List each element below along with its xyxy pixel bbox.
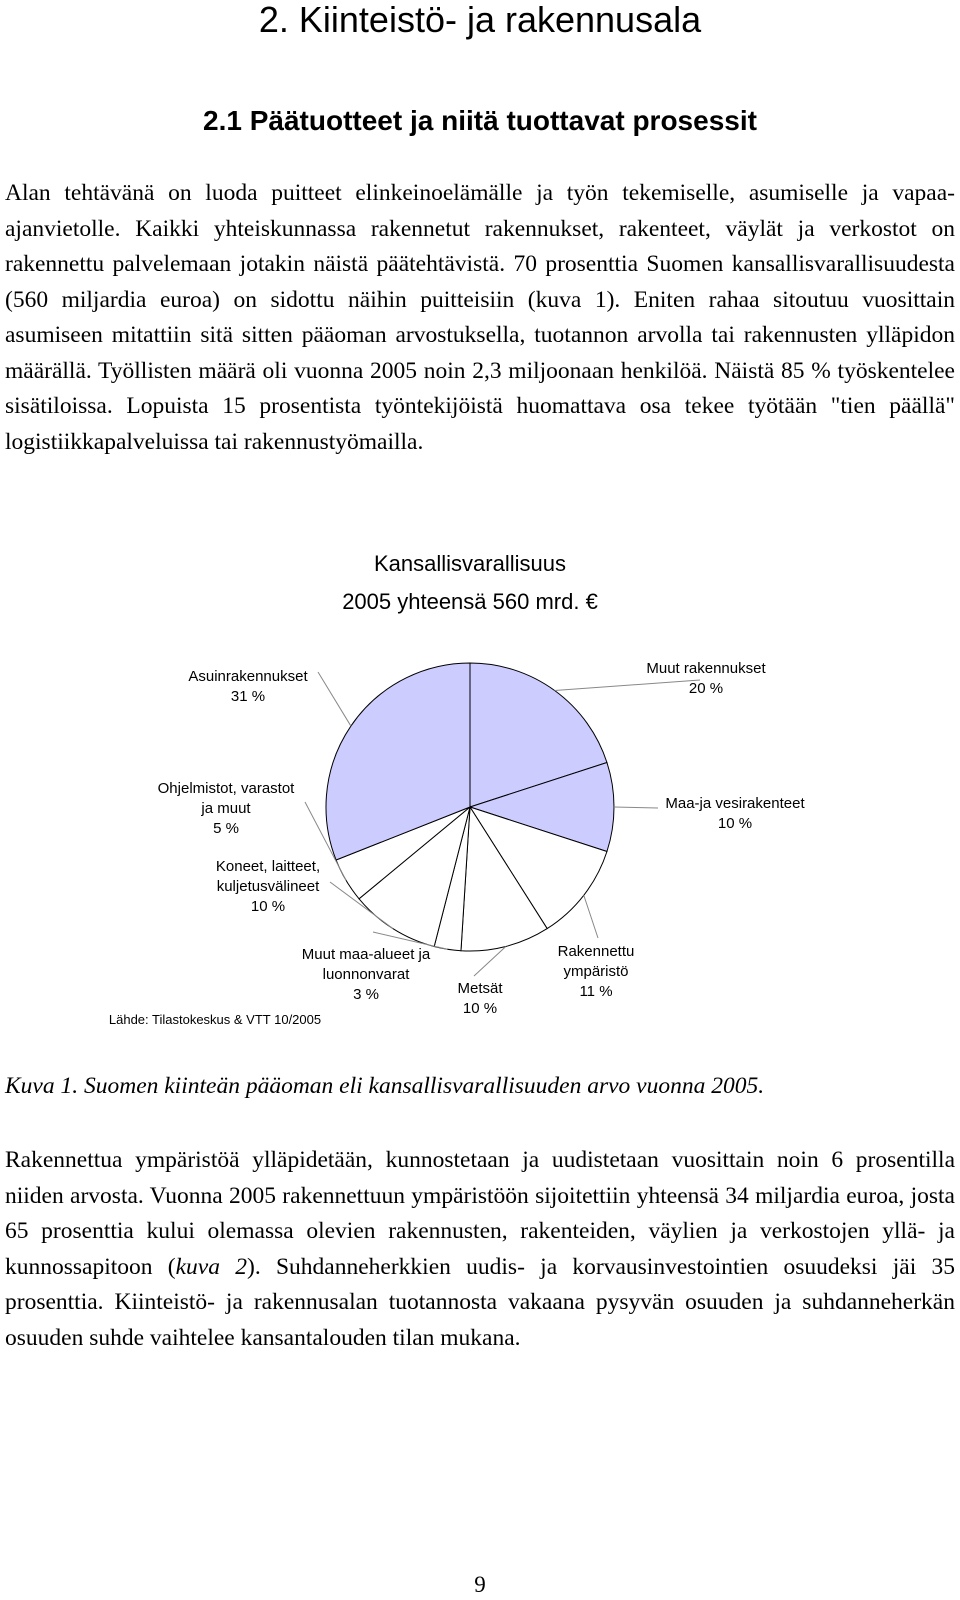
paragraph-text-part2: ). Suhdanneherkkien uudis- ja korvausinvestointien osuudeksi jäi 35 prosenttia. Kiinteistö- ja rakennusalan tuotannosta vakaana pysyvän osuuden ja suhdanneherkän osuuden suhde vaihtelee kansantalouden tilan mukana. <box>5 1253 955 1351</box>
figure-caption: Kuva 1. Suomen kiinteän pääoman eli kansallisvarallisuuden arvo vuonna 2005. <box>5 1073 765 1099</box>
slice-value-label: 31 % <box>230 688 266 705</box>
chart-title <box>342 551 598 614</box>
slice-label: luonnonvarat <box>322 966 410 983</box>
slice-label: Muut rakennukset <box>646 660 766 677</box>
slice-value-label: 20 % <box>688 680 724 697</box>
leader-line <box>318 672 351 726</box>
page-number: 9 <box>474 1572 486 1597</box>
figure-reference: kuva 2 <box>175 1253 248 1280</box>
slice-value-label: 10 % <box>250 898 286 915</box>
slice-label: kuljetusvälineet <box>216 878 320 895</box>
slice-label: Metsät <box>457 980 503 997</box>
intro-paragraph: Alan tehtävänä on luoda puitteet elinkeinoelämälle ja työn tekemiselle, asumiselle ja vapaa-ajanvietolle. Kaikki yhteiskunnassa rakennetut rakennukset, rakenteet, väylät ja verkostot on rakennettu palvelemaan jotakin näistä päätehtävistä. 70 prosenttia Suomen kansallisvarallisuudesta (560 miljardia euroa) on sidottu näihin puitteisiin (kuva 1). Eniten rahaa sitoutuu vuosittain asumiseen mitattiin sitä sitten pääoman arvostuksella, tuotannon arvolla tai rakennusten ylläpidon määrällä. Työllisten määrä oli vuonna 2005 noin 2,3 miljoonaan henkilöä. Näistä 85 % työskentelee sisätiloissa. Lopuista 15 prosentista työntekijöistä huomattava osa tekee työtään "tien päällä" logistiikkapalveluissa tai rakennustyömailla. <box>5 180 955 455</box>
slice-label: Asuinrakennukset <box>188 668 308 685</box>
chapter-heading: 2. Kiinteistö- ja rakennusala <box>258 0 702 40</box>
slice-value-label: 5 % <box>213 820 239 837</box>
slice-label: ja muut <box>201 800 251 817</box>
pie-slices <box>326 663 614 951</box>
section-heading: 2.1 Päätuotteet ja niitä tuottavat prosessit <box>203 105 757 136</box>
slice-label: Ohjelmistot, varastot <box>157 780 295 797</box>
pie-chart <box>0 540 960 1040</box>
slice-value-label: 10 % <box>717 815 753 832</box>
slice-label: Koneet, laitteet, <box>215 858 321 875</box>
slice-label: Rakennettu <box>557 943 635 960</box>
chart-title-line: 2005 yhteensä 560 mrd. € <box>342 589 598 614</box>
leader-line <box>555 680 700 691</box>
slice-value-label: 11 % <box>579 983 613 1000</box>
slice-label: ympäristö <box>563 963 629 980</box>
leader-line <box>584 895 598 938</box>
body-paragraph <box>5 1143 955 1356</box>
chart-title-line: Kansallisvarallisuus <box>374 551 566 576</box>
chart-source-note: Lähde: Tilastokeskus & VTT 10/2005 <box>108 1012 322 1027</box>
slice-value-label: 3 % <box>353 986 379 1003</box>
leader-line <box>614 807 658 808</box>
slice-label: Maa-ja vesirakenteet <box>665 795 805 812</box>
slice-label: Muut maa-alueet ja <box>301 946 431 963</box>
paragraph-text-part1: Rakennettua ympäristöä ylläpidetään, kunnostetaan ja uudistetaan vuosittain noin 6 prosentilla niiden arvosta. Vuonna 2005 rakennettuun ympäristöön sijoitettiin yhteensä 34 miljardia euroa, josta 65 prosenttia kului olemassa olevien rakennusten, rakenteiden, väylien ja verkostojen yllä- ja kunnossapitoon ( <box>5 1147 955 1280</box>
slice-value-label: 10 % <box>462 1000 498 1017</box>
